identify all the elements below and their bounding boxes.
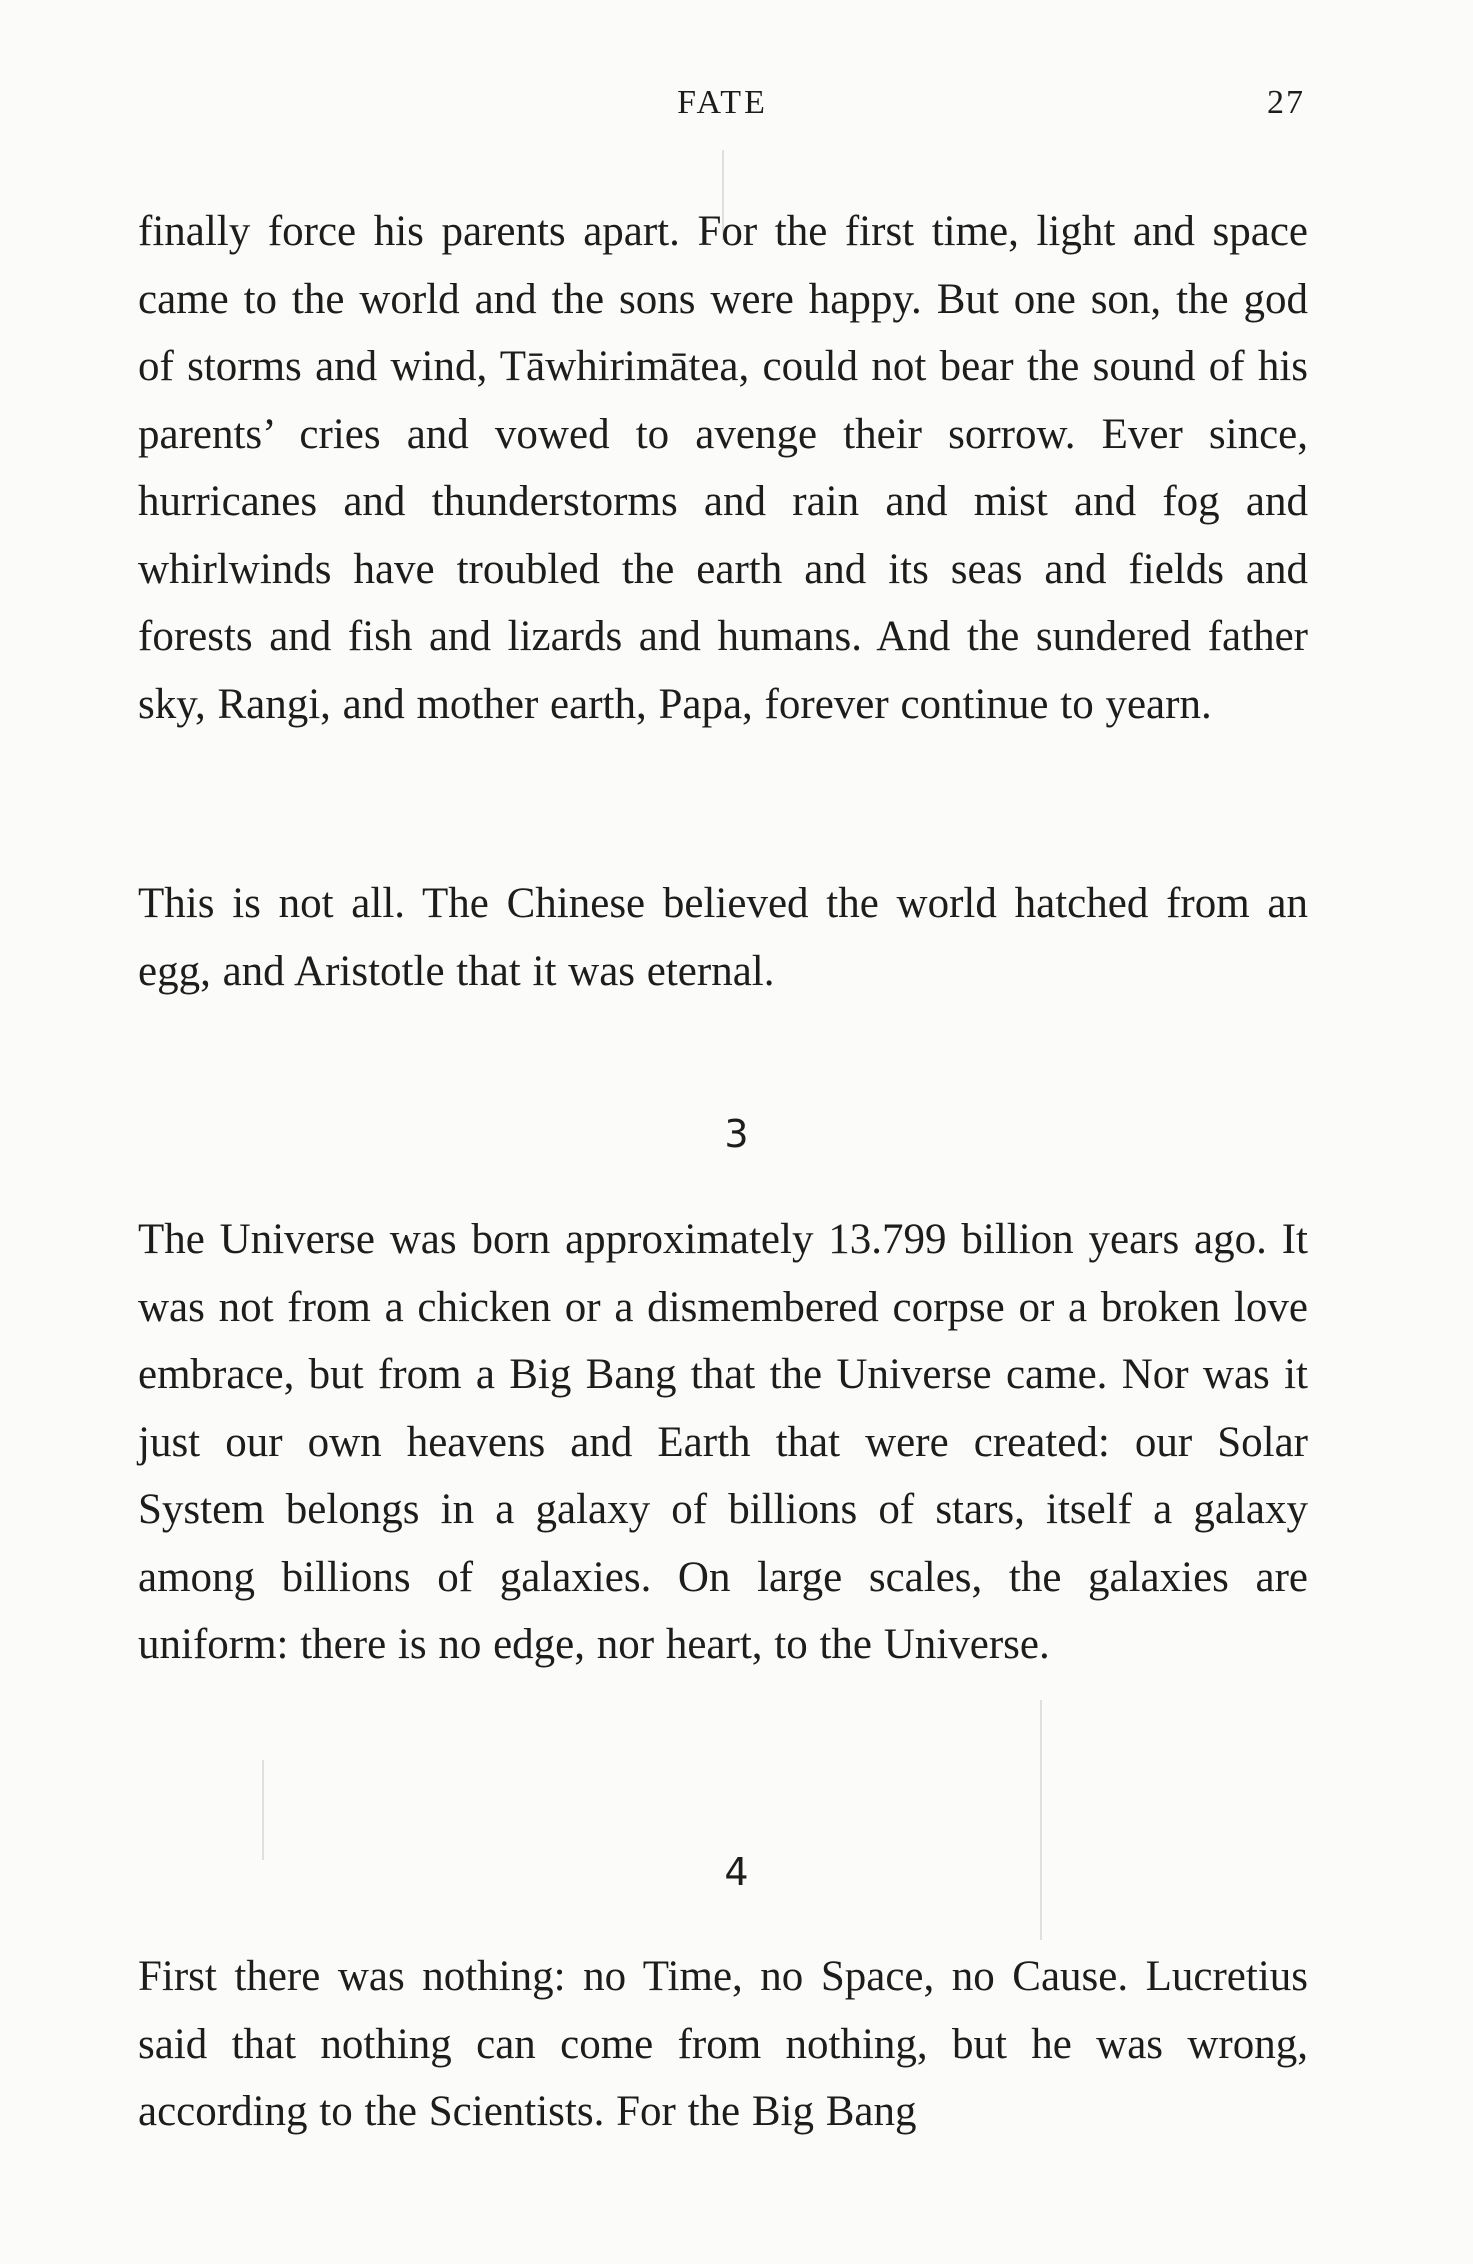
running-head	[140, 84, 1305, 134]
paragraph-text: finally force his parents apart. For the first time, light and space came to the world and the sons were happy. But one son, the god of storms and wind, Tāwhirimātea, could not bear the sound of his parents’ cries and vowed to avenge their sorrow. Ever since, hurricanes and thunderstorms and rain and mist and fog and whirlwinds have troubled the earth and its seas and fields and forests and fish and lizards and humans. And the sundered father sky, Rangi, and mother earth, Papa, forever continue to yearn.	[138, 208, 1308, 728]
paragraph-text: This is not all. The Chinese believed the world hatched from an egg, and Aristotle that it was eternal.	[138, 880, 1308, 995]
show-through-line	[1040, 1700, 1042, 1940]
paragraph-text: First there was nothing: no Time, no Space, no Cause. Lucretius said that nothing can come from nothing, but he was wrong, according to the Scientists. For the Big Bang	[138, 1953, 1308, 2135]
paragraph-text: The Universe was born approximately 13.799 billion years ago. It was not from a chicken or a dismembered corpse or a broken love embrace, but from a Big Bang that the Universe came. Nor was it just our own heavens and Earth that were created: our Solar System belongs in a galaxy of billions of stars, itself a galaxy among billions of galaxies. On large scales, the galaxies are uniform: there is no edge, nor heart, to the Universe.	[138, 1216, 1308, 1668]
paragraph-1	[138, 198, 1308, 738]
page-number: 27	[1267, 84, 1305, 121]
section-number-3: 3	[724, 1112, 749, 1156]
section-number-4: 4	[724, 1850, 749, 1894]
show-through-line	[262, 1760, 264, 1860]
running-head-title: FATE	[677, 84, 768, 121]
paragraph-4	[138, 1943, 1308, 2146]
paragraph-3	[138, 1206, 1308, 1679]
paragraph-2	[138, 870, 1308, 1005]
